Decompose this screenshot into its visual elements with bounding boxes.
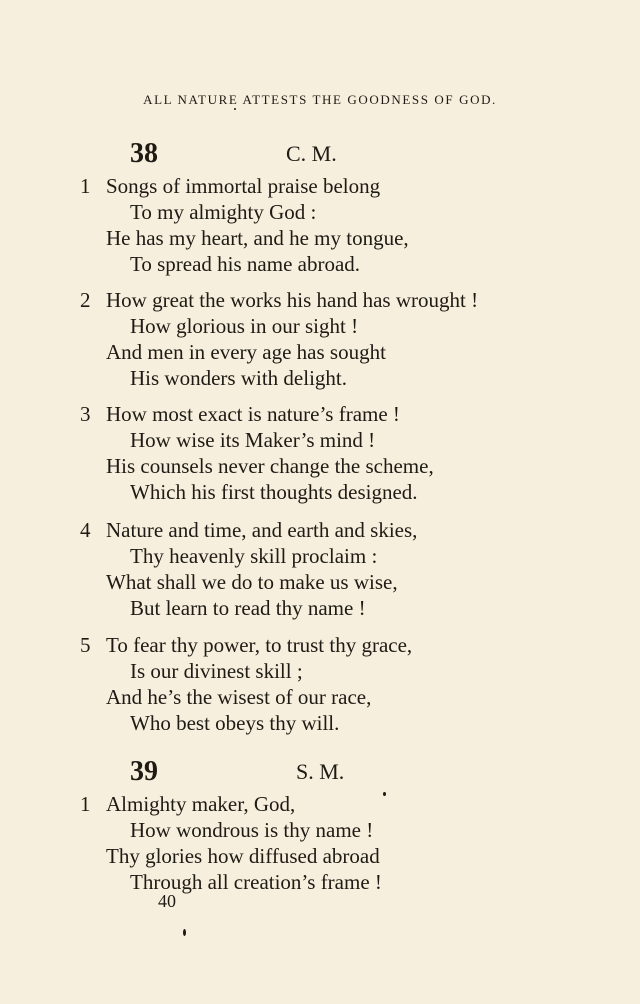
ink-speck bbox=[183, 929, 186, 936]
hymn-heading bbox=[0, 138, 640, 168]
verse-line: And he’s the wisest of our race, bbox=[106, 685, 372, 709]
verse-line: Thy heavenly skill proclaim : bbox=[130, 544, 378, 568]
page-number: 40 bbox=[158, 891, 176, 911]
verse-line: How most exact is nature’s frame ! bbox=[106, 402, 400, 426]
verse-line: He has my heart, and he my tongue, bbox=[106, 226, 409, 250]
hymn-meter: C. M. bbox=[286, 141, 337, 166]
verse-line: Is our divinest skill ; bbox=[130, 659, 303, 683]
verse-number: 1 bbox=[80, 174, 91, 198]
verse-line: How wondrous is thy name ! bbox=[130, 818, 374, 842]
verse-number: 3 bbox=[80, 402, 91, 426]
running-header: ALL NATURE ATTESTS THE GOODNESS OF GOD. bbox=[143, 92, 497, 107]
verse-line: Which his first thoughts designed. bbox=[130, 480, 418, 504]
verse-number: 2 bbox=[80, 288, 91, 312]
verse-line: How great the works his hand has wrought ! bbox=[106, 288, 479, 312]
ink-speck bbox=[383, 792, 386, 796]
verse-number: 4 bbox=[80, 518, 91, 542]
verse-line: Thy glories how diffused abroad bbox=[106, 844, 380, 868]
verse-line: Songs of immortal praise belong bbox=[106, 174, 381, 198]
verse-line: And men in every age has sought bbox=[106, 340, 386, 364]
verse-line: Through all creation’s frame ! bbox=[130, 870, 382, 894]
verse-number: 5 bbox=[80, 633, 91, 657]
verse-line: Nature and time, and earth and skies, bbox=[106, 518, 418, 542]
hymn-number: 39 bbox=[130, 756, 158, 787]
verse-line: To fear thy power, to trust thy grace, bbox=[106, 633, 413, 657]
verse-line: To spread his name abroad. bbox=[130, 252, 361, 276]
hymn-number: 38 bbox=[130, 138, 158, 169]
verse-line: His counsels never change the scheme, bbox=[106, 454, 434, 478]
hymn-meter: S. M. bbox=[296, 759, 345, 784]
ink-speck bbox=[234, 108, 236, 110]
verse-line: How glorious in our sight ! bbox=[130, 314, 359, 338]
verse-line: Almighty maker, God, bbox=[106, 792, 296, 816]
verse-line: His wonders with delight. bbox=[130, 366, 347, 390]
verse-line: But learn to read thy name ! bbox=[130, 596, 366, 620]
verse-number: 1 bbox=[80, 792, 91, 816]
hymn-heading bbox=[0, 756, 640, 786]
verse-line: To my almighty God : bbox=[130, 200, 317, 224]
verse-line: What shall we do to make us wise, bbox=[106, 570, 398, 594]
verse-line: Who best obeys thy will. bbox=[130, 711, 340, 735]
verse-line: How wise its Maker’s mind ! bbox=[130, 428, 376, 452]
